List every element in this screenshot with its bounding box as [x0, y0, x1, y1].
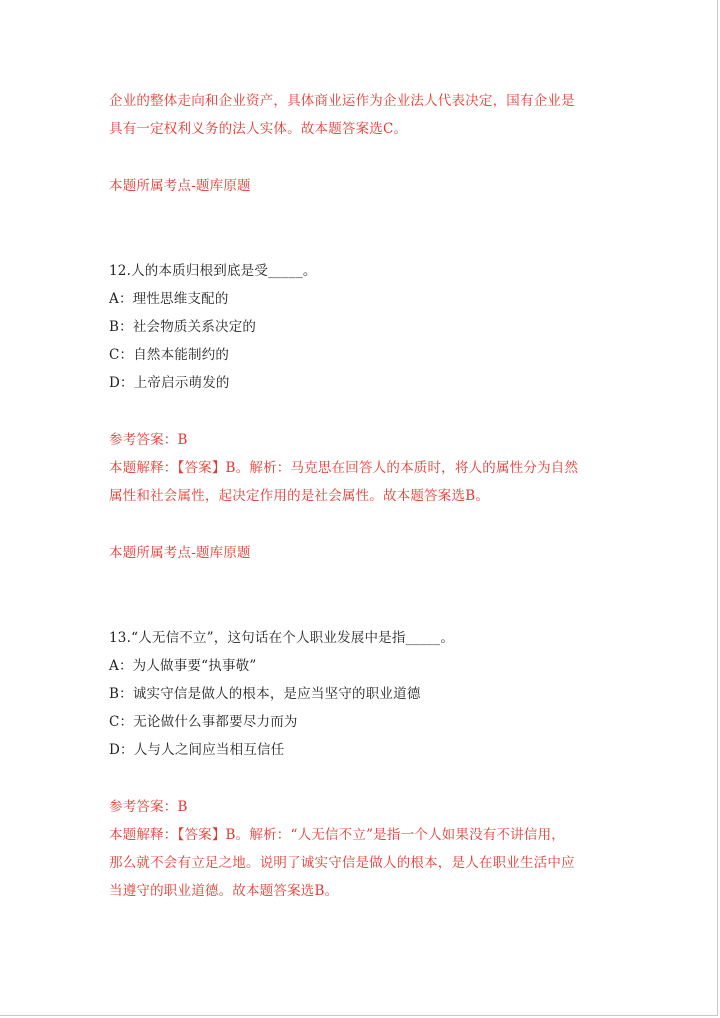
- q13-option-c: C：无论做什么事都要尽力而为: [109, 714, 298, 730]
- q13-explanation-line-1: 本题解释：【答案】B。解析：“人无信不立”是指一个人如果没有不讲信用，: [109, 827, 565, 843]
- q13-explanation-line-3: 当遵守的职业道德。故本题答案选B。: [109, 883, 339, 899]
- q12-question: 12.人的本质归根到底是受_____。: [109, 263, 317, 279]
- q12-option-a: A：理性思维支配的: [109, 291, 229, 307]
- prev-explanation-line-1: 企业的整体走向和企业资产，具体商业运作为企业法人代表决定，国有企业是: [109, 93, 575, 109]
- q13-explanation-line-2: 那么就不会有立足之地。说明了诚实守信是做人的根本，是人在职业生活中应: [109, 855, 575, 871]
- q12-option-d: D：上帝启示萌发的: [109, 375, 230, 391]
- prev-explanation-line-2: 具有一定权利义务的法人实体。故本题答案选C。: [109, 121, 408, 137]
- q12-option-b: B：社会物质关系决定的: [109, 319, 257, 335]
- q13-option-a: A：为人做事要“执事敬”: [109, 658, 257, 674]
- q12-explanation-line-1: 本题解释：【答案】B。解析：马克思在回答人的本质时，将人的属性分为自然: [109, 460, 579, 476]
- q13-option-d: D：人与人之间应当相互信任: [109, 742, 285, 758]
- prev-source-line: 本题所属考点-题库原题: [109, 178, 251, 194]
- q13-answer: 参考答案：B: [109, 799, 188, 815]
- q13-question: 13.“人无信不立”，这句话在个人职业发展中是指_____。: [109, 630, 455, 646]
- q12-option-c: C：自然本能制约的: [109, 347, 230, 363]
- q12-explanation-line-2: 属性和社会属性，起决定作用的是社会属性。故本题答案选B。: [109, 488, 490, 504]
- q12-source-line: 本题所属考点-题库原题: [109, 545, 251, 561]
- q13-option-b: B：诚实守信是做人的根本，是应当坚守的职业道德: [109, 686, 421, 702]
- q12-answer: 参考答案：B: [109, 432, 188, 448]
